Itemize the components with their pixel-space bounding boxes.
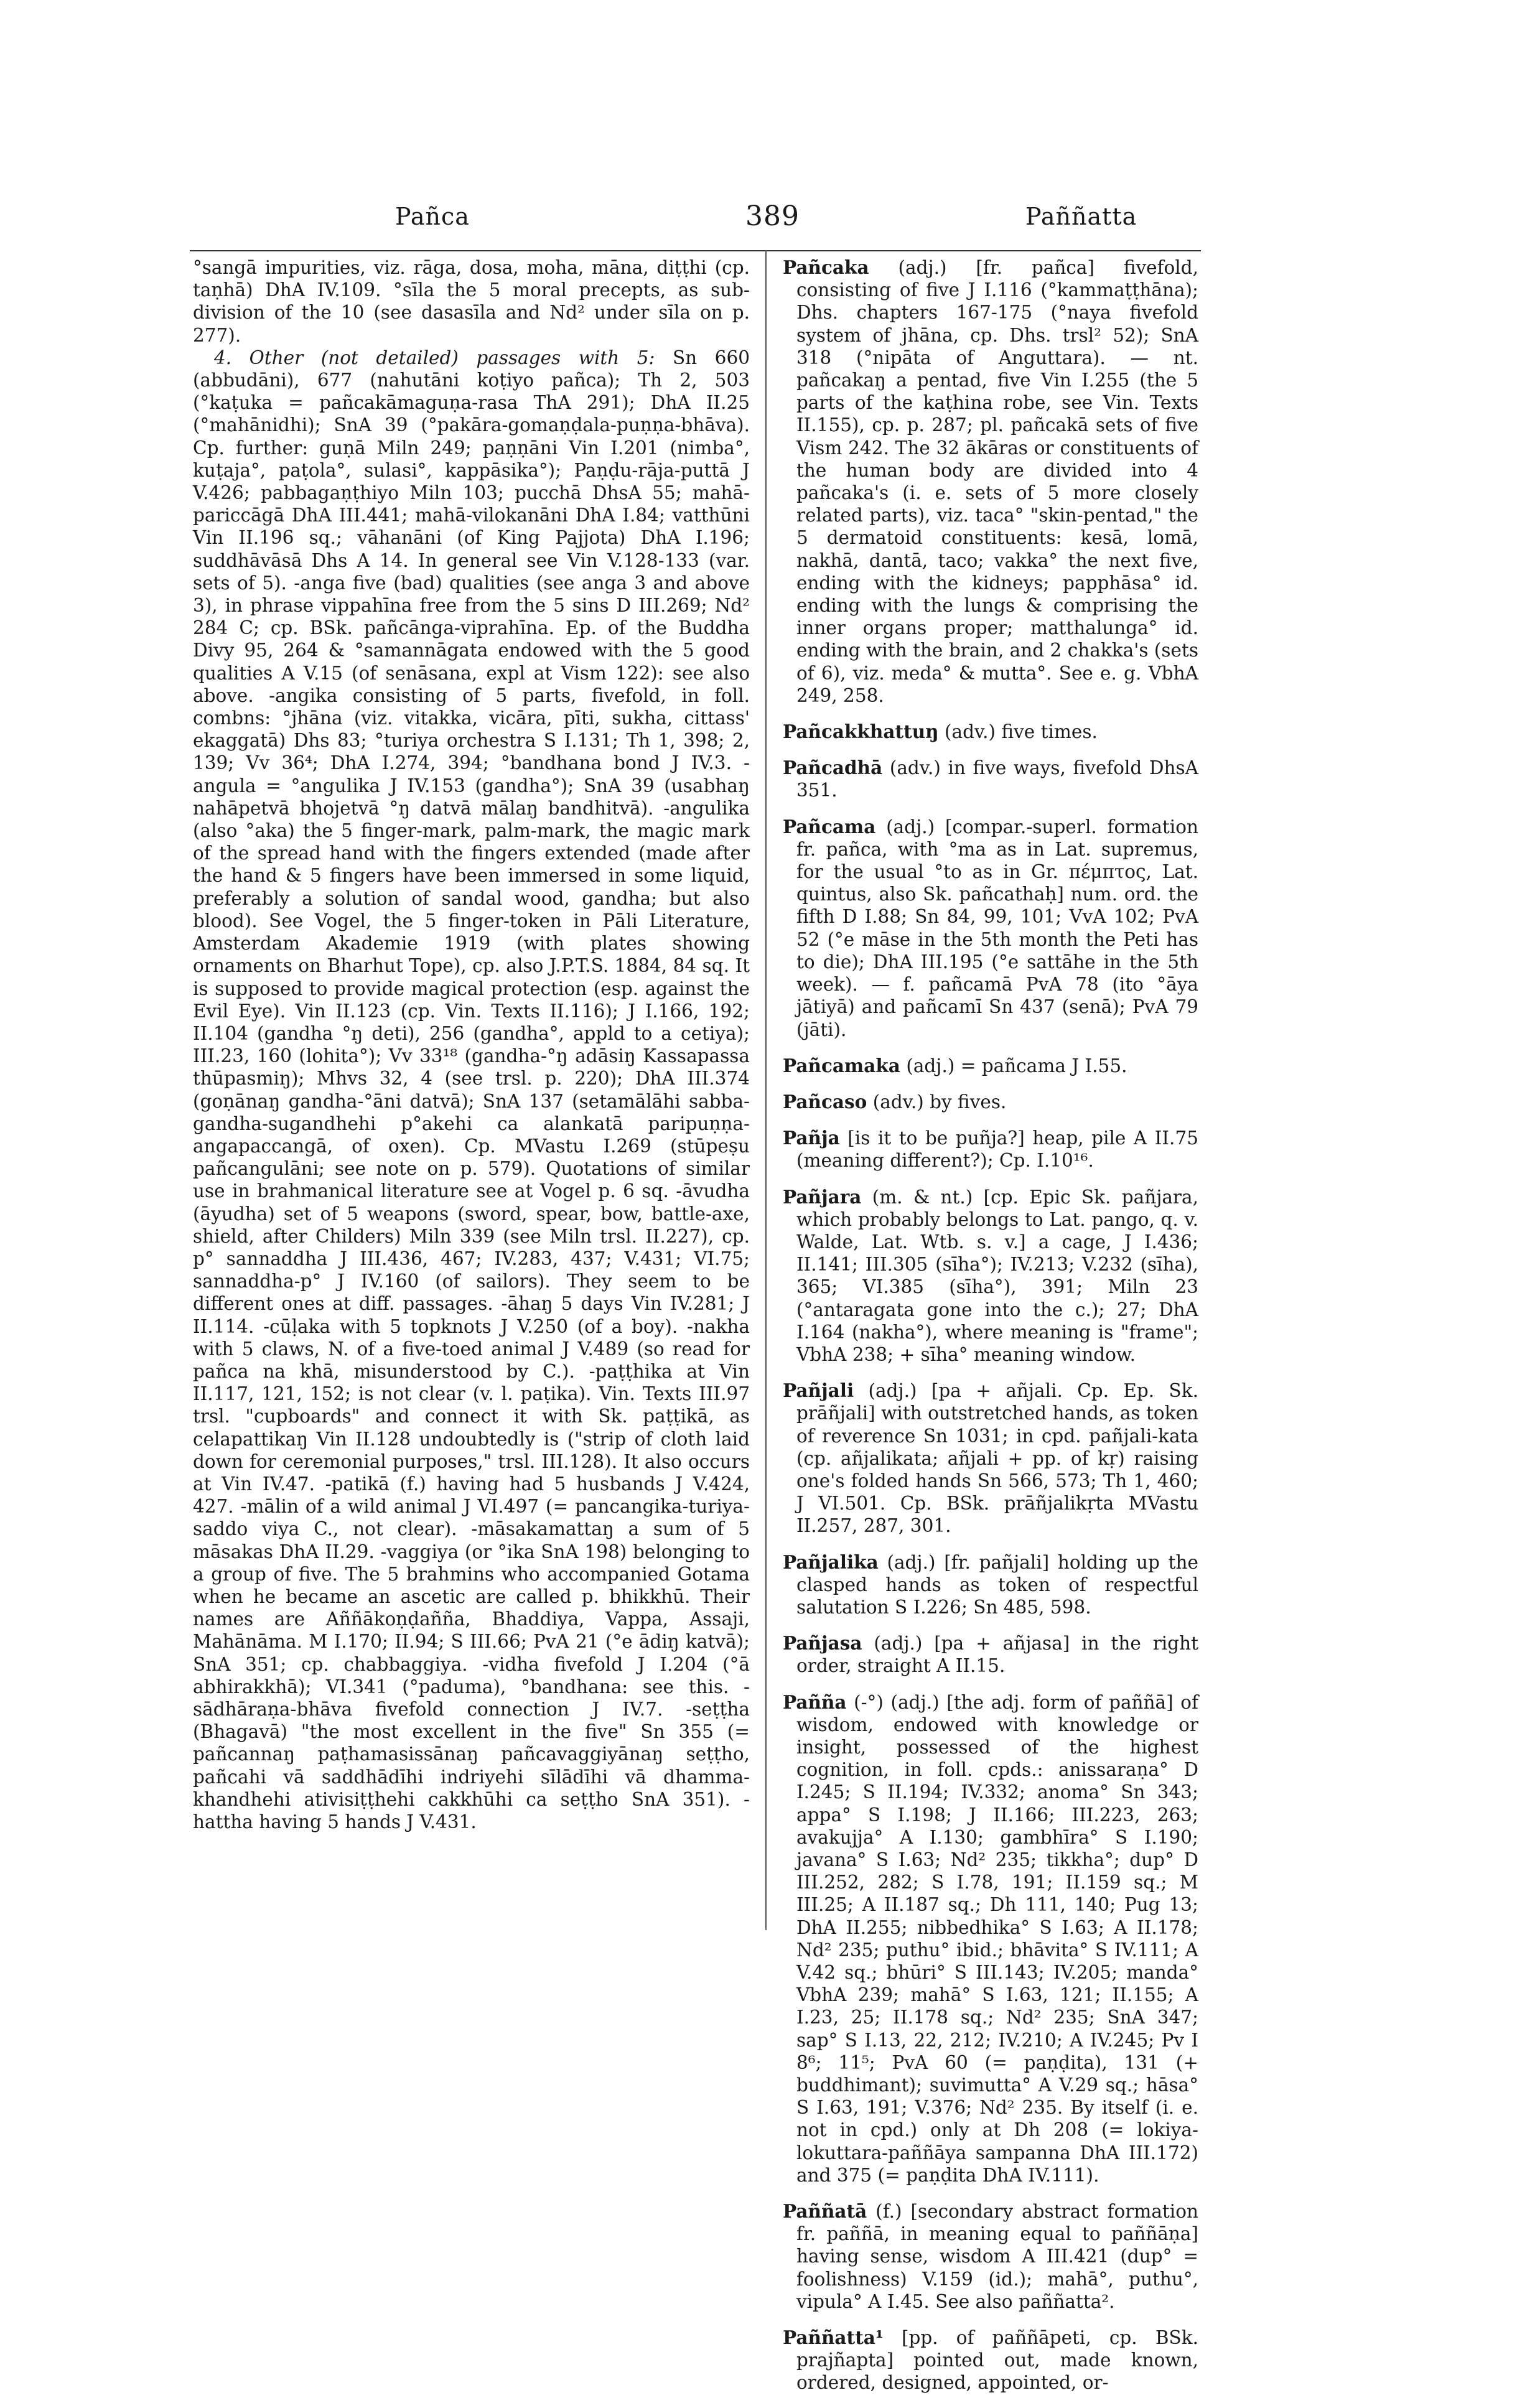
left-column xyxy=(193,256,750,1833)
entry-text: (adv.) in five ways, fivefold DhsA 351. xyxy=(796,757,1198,801)
dictionary-entry xyxy=(783,256,1198,707)
entry-text: [pp. of paññāpeti, cp. BSk. prajñapta] pointed out, made known, ordered, designed, appointed, or- xyxy=(796,2327,1198,2394)
page-number: 389 xyxy=(745,200,800,232)
right-column xyxy=(783,256,1198,2408)
header-rule xyxy=(190,250,1201,251)
entry-text: (adv.) five times. xyxy=(945,721,1098,743)
dictionary-entry xyxy=(783,1055,1198,1077)
dictionary-entry xyxy=(783,2326,1198,2394)
dictionary-entry xyxy=(783,757,1198,801)
dictionary-entry xyxy=(783,1691,1198,2186)
entry-text: (adj.) [pa + añjali. Cp. Ep. Sk. prāñjali] with outstretched hands, as token of reverence Sn 1031; in cpd. pañjali-kata (cp. añjalikata; añjali + pp. of kṛ) raising one's folded hands Sn 566, 573; Th 1, 460; J VI.501. Cp. BSk. prāñjalikṛta MVastu II.257, 287, 301. xyxy=(796,1380,1198,1537)
headword: Pañcama xyxy=(783,815,876,838)
headword: Pañcaso xyxy=(783,1090,867,1113)
entry-text: (adj.) [compar.-superl. formation fr. pañca, with °ma as in Lat. supremus, for the usual °to as in Gr. πέμπτος, Lat. quintus, also Sk. pañcathaḥ] num. ord. the fifth D I.88; Sn 84, 99, 101; VvA 102; PvA 52 (°e māse in the 5th month the Peti has to die); DhA III.195 (°e sattāhe in the 5th week). — f. pañcamā PvA 78 (ito °āya jātiyā) and pañcamī Sn 437 (senā); PvA 79 (jāti). xyxy=(796,816,1198,1040)
dictionary-entry xyxy=(783,2200,1198,2313)
column-divider xyxy=(765,250,767,1930)
dictionary-entry xyxy=(783,1091,1198,1113)
paragraph: °sangā impurities, viz. rāga, dosa, moha, māna, diṭṭhi (cp. taṇhā) DhA IV.109. °sīla the 5 moral precepts, as sub-division of the 10 (see dasasīla and Nd² under sīla on p. 277). xyxy=(193,257,750,346)
dictionary-entry xyxy=(783,1551,1198,1619)
running-head-left: Pañca xyxy=(395,203,470,230)
entry-text: (adj.) = pañcama J I.55. xyxy=(906,1055,1127,1076)
dictionary-entry xyxy=(783,1186,1198,1366)
dictionary-entry xyxy=(783,1632,1198,1677)
entry-text: (f.) [secondary abstract formation fr. paññā, in meaning equal to paññāṇa] having sense, wisdom A III.421 (dup° = foolishness) V.159 (id.); mahā°, puthu°, vipula° A I.45. See also paññatta². xyxy=(796,2201,1198,2312)
section-lead: 4. Other (not detailed) passages with 5: xyxy=(214,347,655,368)
dictionary-entry xyxy=(783,1127,1198,1172)
headword: Pañcaka xyxy=(783,256,869,278)
headword: Pañjara xyxy=(783,1185,862,1208)
headword: Pañcadhā xyxy=(783,757,883,779)
headword: Pañjali xyxy=(783,1379,854,1402)
entry-text: (adj.) [fr. pañca] fivefold, consisting of five J I.116 (°kammaṭṭhāna); Dhs. chapters 167-175 (°naya fivefold system of jhāna, cp. Dhs. trsl² 52); SnA 318 (°nipāta of Anguttara). — nt. pañcakaŋ a pentad, five Vin I.255 (the 5 parts of the kaṭhina robe, see Vin. Texts II.155), cp. p. 287; pl. pañcakā sets of five Vism 242. The 32 ākāras or constituents of the human body are divided into 4 pañcaka's (i. e. sets of 5 more closely related parts), viz. taca° "skin-pentad," the 5 dermatoid constituents: kesā, lomā, nakhā, dantā, taco; vakka° the next five, ending with the kidneys; papphāsa° id. ending with the lungs & comprising the inner organs proper; matthalunga° id. ending with the brain, and 2 chakka's (sets of 6), viz. meda° & mutta°. See e. g. VbhA 249, 258. xyxy=(796,257,1198,706)
dictionary-entry xyxy=(783,816,1198,1041)
headword: Pañjalika xyxy=(783,1551,879,1573)
headword: Paññatā xyxy=(783,2200,867,2223)
entry-text: (adj.) [pa + añjasa] in the right order, straight A II.15. xyxy=(796,1633,1198,1677)
headword: Pañja xyxy=(783,1127,840,1149)
entry-text: (adj.) [fr. pañjali] holding up the clasped hands as token of respectful salutation S I.226; Sn 485, 598. xyxy=(796,1551,1198,1618)
running-head-right: Paññatta xyxy=(1025,203,1137,230)
headword: Pañña xyxy=(783,1691,847,1713)
dictionary-entry xyxy=(783,1379,1198,1537)
entry-text: (-°) (adj.) [the adj. form of paññā] of wisdom, endowed with knowledge or insight, possessed of the highest cognition, in foll. cpds.: anissaraṇa° D I.245; S II.194; IV.332; anoma° Sn 343; appa° S I.198; J II.166; III.223, 263; avakujja° A I.130; gambhīra° S I.190; javana° S I.63; Nd² 235; tikkha°; dup° D III.252, 282; S I.78, 191; II.159 sq.; M III.25; A II.187 sq.; Dh 111, 140; Pug 13; DhA II.255; nibbedhika° S I.63; A II.178; Nd² 235; puthu° ibid.; bhāvita° S IV.111; A V.42 sq.; bhūri° S III.143; IV.205; manda° VbhA 239; mahā° S I.63, 121; II.155; A I.23, 25; II.178 sq.; Nd² 235; SnA 347; sap° S I.13, 22, 212; IV.210; A IV.245; Pv I 8⁶; 11⁵; PvA 60 (= paṇḍita), 131 (+ buddhimant); suvimutta° A V.29 sq.; hāsa° S I.63, 191; V.376; Nd² 235. By itself (i. e. not in cpd.) only at Dh 208 (= lokiya-lokuttara-paññāya sampanna DhA III.172) and 375 (= paṇḍita DhA IV.111). xyxy=(796,1691,1198,2186)
entry-text: (m. & nt.) [cp. Epic Sk. pañjara, which probably belongs to Lat. pango, q. v. Walde, Lat. Wtb. s. v.] a cage, J I.436; II.141; III.305 (sīha°); IV.213; V.232 (sīha), 365; VI.385 (sīha°), 391; Miln 23 (°antaragata gone into the c.); 27; DhA I.164 (nakha°), where meaning is "frame"; VbhA 238; + sīha° meaning window. xyxy=(796,1186,1198,1365)
paragraph xyxy=(193,347,750,1833)
dictionary-entry xyxy=(783,721,1198,743)
headword: Pañjasa xyxy=(783,1632,862,1654)
entry-text: (adv.) by fives. xyxy=(872,1091,1007,1113)
headword: Paññatta¹ xyxy=(783,2326,884,2349)
entry-text: [is it to be puñja?] heap, pile A II.75 (meaning different?); Cp. I.10¹⁶. xyxy=(796,1127,1198,1172)
paragraph-text: Sn 660 (abbudāni), 677 (nahutāni koṭiyo pañca); Th 2, 503 (°kaṭuka = pañcakāmaguṇa-rasa ThA 291); DhA II.25 (°mahānidhi); SnA 39 (°pakāra-gomaṇḍala-puṇṇa-bhāva). Cp. further: guṇā Miln 249; paṇṇāni Vin I.201 (nimba°, kuṭaja°, paṭola°, sulasi°, kappāsika°); Paṇḍu-rāja-puttā J V.426; pabbagaṇṭhiyo Miln 103; pucchā DhsA 55; mahā-pariccāgā DhA III.441; mahā-vilokanāni DhA I.84; vatthūni Vin II.196 sq.; vāhanāni (of King Pajjota) DhA I.196; suddhāvāsā Dhs A 14. In general see Vin V.128-133 (var. sets of 5). -anga five (bad) qualities (see anga 3 and above 3), in phrase vippahīna free from the 5 sins D III.269; Nd² 284 C; cp. BSk. pañcānga-viprahīna. Ep. of the Buddha Divy 95, 264 & °samannāgata endowed with the 5 good qualities A V.15 (of senāsana, expl at Vism 122): see also above. -angika consisting of 5 parts, fivefold, in foll. combns: °jhāna (viz. vitakka, vicāra, pīti, sukha, cittass' ekaggatā) Dhs 83; °turiya orchestra S I.131; Th 1, 398; 2, 139; Vv 36⁴; DhA I.274, 394; °bandhana bond J IV.3. -angula = °angulika J IV.153 (gandha°); SnA 39 (usabhaŋ nahāpetvā bhojetvā °ŋ datvā mālaŋ bandhitvā). -angulika (also °aka) the 5 finger-mark, palm-mark, the magic mark of the spread hand with the fingers extended (made after the hand & 5 fingers have been immersed in some liquid, preferably a solution of sandal wood, gandha; but also blood). See Vogel, the 5 finger-token in Pāli Literature, Amsterdam Akademie 1919 (with plates showing ornaments on Bharhut Tope), cp. also J.P.T.S. 1884, 84 sq. It is supposed to provide magical protection (esp. against the Evil Eye). Vin II.123 (cp. Vin. Texts II.116); J I.166, 192; II.104 (gandha °ŋ deti), 256 (gandha°, appld to a cetiya); III.23, 160 (lohita°); Vv 33¹⁸ (gandha-°ŋ adāsiŋ Kassapassa thūpasmiŋ); Mhvs 32, 4 (see trsl. p. 220); DhA III.374 (goṇānaŋ gandha-°āni datvā); SnA 137 (setamālāhi sabba-gandha-sugandhehi p°akehi ca alankatā paripuṇṇa-angapaccangā, of oxen). Cp. MVastu I.269 (stūpeṣu pañcangulāni; see note on p. 579). Quotations of similar use in brahmanical literature see at Vogel p. 6 sq. -āvudha (āyudha) set of 5 weapons (sword, spear, bow, battle-axe, shield, after Childers) Miln 339 (see Miln trsl. II.227), cp. p° sannaddha J III.436, 467; IV.283, 437; V.431; VI.75; sannaddha-p° J IV.160 (of sailors). They seem to be different ones at diff. passages. -āhaŋ 5 days Vin IV.281; J II.114. -cūḷaka with 5 topknots J V.250 (of a boy). -nakha with 5 claws, N. of a five-toed animal J V.489 (so read for pañca na khā, misunderstood by C.). -paṭṭhika at Vin II.117, 121, 152; is not clear (v. l. paṭika). Vin. Texts III.97 trsl. "cupboards" and connect it with Sk. paṭṭikā, as celapattikaŋ Vin II.128 undoubtedly is ("strip of cloth laid down for ceremonial purposes," trsl. III.128). It also occurs at Vin IV.47. -patikā (f.) having had 5 husbands J V.424, 427. -mālin of a wild animal J VI.497 (= pancangika-turiya-saddo viya C., not clear). -māsakamattaŋ a sum of 5 māsakas DhA II.29. -vaggiya (or °ika SnA 198) belonging to a group of five. The 5 brahmins who accompanied Gotama when he became an ascetic are called p. bhikkhū. Their names are Aññākoṇḍañña, Bhaddiya, Vappa, Assaji, Mahānāma. M I.170; II.94; S III.66; PvA 21 (°e ādiŋ katvā); SnA 351; cp. chabbaggiya. -vidha fivefold J I.204 (°ā abhirakkhā); VI.341 (°paduma), °bandhana: see this. -sādhāraṇa-bhāva fivefold connection J IV.7. -seṭṭha (Bhagavā) "the most excellent in the five" Sn 355 (= pañcannaŋ paṭhamasissānaŋ pañcavaggiyānaŋ seṭṭho, pañcahi vā saddhādīhi indriyehi sīlādīhi vā dhamma-khandhehi ativisiṭṭhehi cakkhūhi ca seṭṭho SnA 351). -hattha having 5 hands J V.431. xyxy=(193,347,750,1833)
headword: Pañcamaka xyxy=(783,1054,900,1076)
headword: Pañcakkhattuŋ xyxy=(783,721,939,743)
